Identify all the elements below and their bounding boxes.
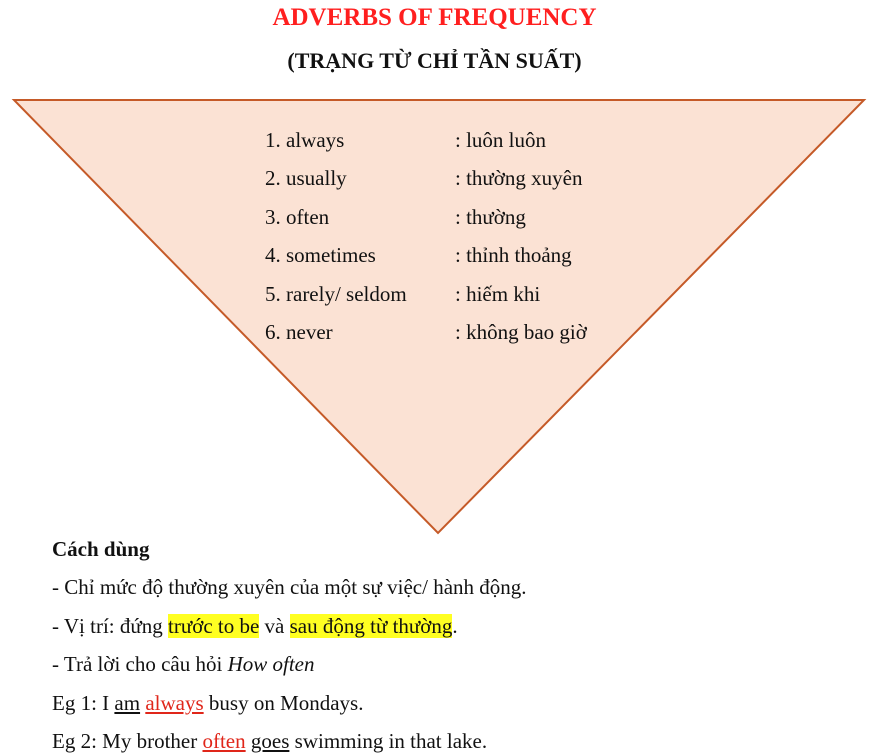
eg2-verb: goes bbox=[250, 729, 290, 753]
triangle-shape bbox=[14, 100, 864, 533]
usage-heading: Cách dùng bbox=[52, 537, 150, 561]
highlight-after-verb: sau động từ thường bbox=[289, 614, 453, 638]
adverb-term: 1. always bbox=[265, 128, 345, 152]
adverb-term: 4. sometimes bbox=[265, 243, 376, 267]
adverb-meaning: : luôn luôn bbox=[455, 128, 547, 152]
usage-line-meaning: - Chỉ mức độ thường xuyên của một sự việc/ hành động. bbox=[52, 575, 527, 599]
adverb-term: 2. usually bbox=[265, 166, 347, 190]
eg1-verb: am bbox=[114, 691, 141, 715]
highlight-before-to-be: trước to be bbox=[168, 614, 260, 638]
page-subtitle: (TRẠNG TỪ CHỈ TẦN SUẤT) bbox=[287, 48, 582, 73]
example-2 bbox=[52, 728, 852, 754]
question-prefix: - Trả lời cho câu hỏi bbox=[52, 652, 228, 676]
eg1-prefix: Eg 1: I bbox=[52, 691, 115, 715]
usage-line-position bbox=[52, 613, 852, 639]
usage-line-question bbox=[52, 651, 852, 677]
position-prefix: - Vị trí: đứng bbox=[52, 614, 168, 638]
adverb-meaning: : không bao giờ bbox=[455, 320, 587, 344]
eg1-adverb: always bbox=[145, 691, 204, 715]
eg1-rest: busy on Mondays. bbox=[203, 691, 364, 715]
adverb-term: 5. rarely/ seldom bbox=[265, 282, 407, 306]
adverb-meaning: : thỉnh thoảng bbox=[455, 243, 572, 267]
adverb-meaning: : hiếm khi bbox=[455, 282, 541, 306]
position-suffix: . bbox=[452, 614, 458, 638]
adverb-term: 6. never bbox=[265, 320, 333, 344]
eg2-prefix: Eg 2: My brother bbox=[52, 729, 203, 753]
eg2-adverb: often bbox=[202, 729, 246, 753]
adverb-meaning: : thường xuyên bbox=[455, 166, 583, 190]
page-title: ADVERBS OF FREQUENCY bbox=[272, 4, 597, 31]
adverb-meaning: : thường bbox=[455, 205, 526, 229]
position-mid: và bbox=[259, 614, 290, 638]
question-how-often: How often bbox=[227, 652, 315, 676]
example-1 bbox=[52, 690, 852, 716]
eg2-rest: swimming in that lake. bbox=[289, 729, 488, 753]
adverb-term: 3. often bbox=[265, 205, 330, 229]
